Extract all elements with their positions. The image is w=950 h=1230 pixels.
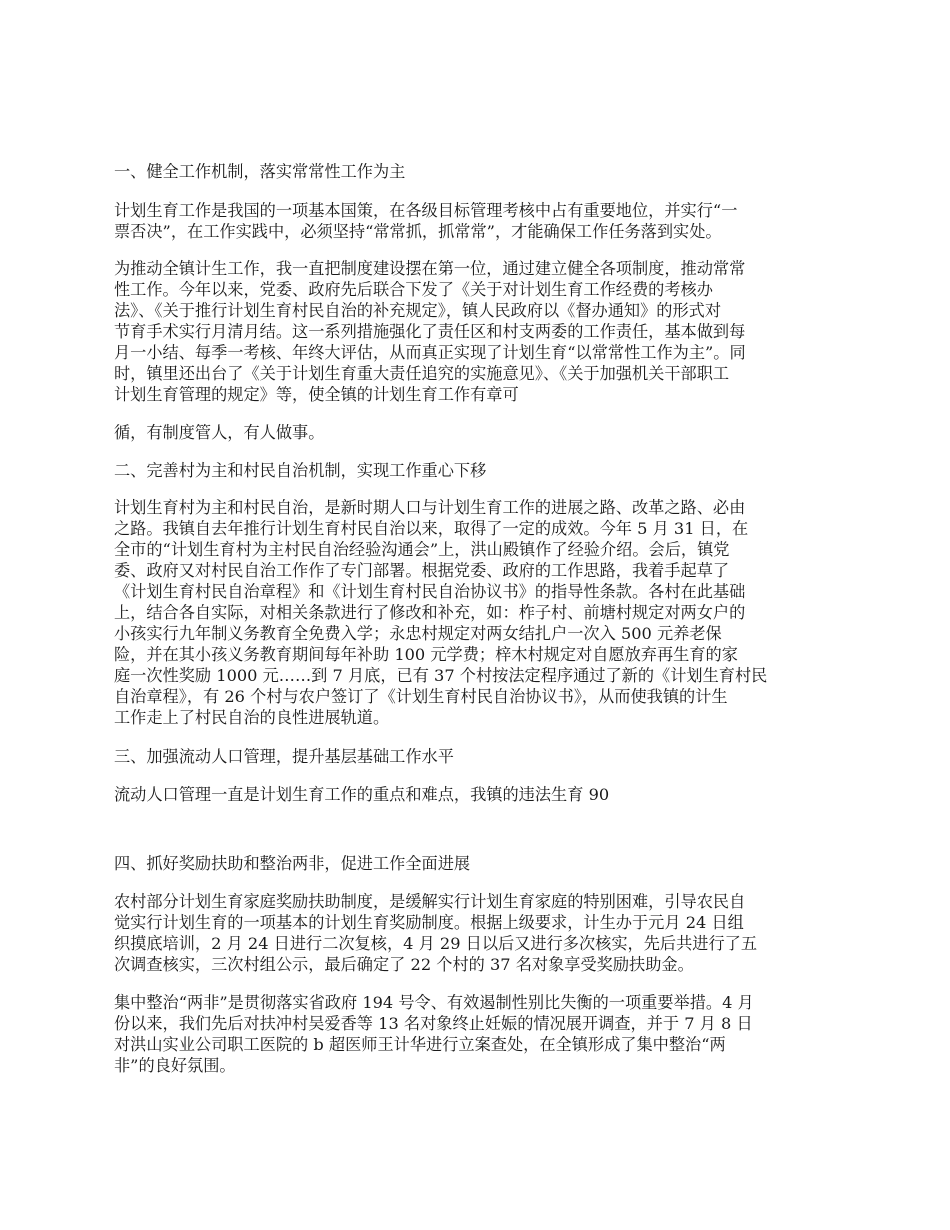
- section-heading-2: 二、完善村为主和村民自治机制，实现工作重心下移: [114, 461, 487, 480]
- paragraph-line: 节育手术实行月清月结。这一系列措施强化了责任区和村支两委的工作责任，基本做到每: [114, 322, 746, 341]
- paragraph-line: 时，镇里还出台了《关于计划生育重大责任追究的实施意见》、《关于加强机关干部职工: [114, 364, 730, 383]
- paragraph-line: 工作走上了村民自治的良性进展轨道。: [114, 708, 390, 727]
- paragraph-line: 《计划生育村民自治章程》和《计划生育村民自治协议书》的指导性条款。各村在此基础: [114, 582, 746, 601]
- paragraph-line: 自治章程》，有 26 个村与农户签订了《计划生育村民自治协议书》，从而使我镇的计生: [114, 687, 728, 706]
- paragraph-line: 险，并在其小孩义务教育期间每年补助 100 元学费；梓木村规定对自愿放弃再生育的家: [114, 645, 738, 664]
- paragraph-line: 对洪山实业公司职工医院的 b 超医师王计华进行立案查处，在全镇形成了集中整治“两: [114, 1035, 726, 1054]
- paragraph-line: 为推动全镇计生工作，我一直把制度建设摆在第一位，通过建立健全各项制度，推动常常: [114, 259, 746, 278]
- paragraph-line: 农村部分计划生育家庭奖励扶助制度，是缓解实行计划生育家庭的特别困难，引导农民自: [114, 892, 746, 911]
- paragraph-line: 之路。我镇自去年推行计划生育村民自治以来，取得了一定的成效。今年 5 月 31 日，在: [114, 519, 749, 538]
- section-heading-4: 四、抓好奖励扶助和整治两非，促进工作全面进展: [114, 854, 471, 873]
- paragraph-line: 全市的“计划生育村为主村民自治经验沟通会”上，洪山殿镇作了经验介绍。会后，镇党: [114, 540, 730, 559]
- paragraph-line: 委、政府又对村民自治工作作了专门部署。根据党委、政府的工作思路，我着手起草了: [114, 561, 730, 580]
- paragraph-line: 月一小结、每季一考核、年终大评估，从而真正实现了计划生育“以常常性工作为主”。同: [114, 343, 746, 362]
- paragraph-line: 织摸底培训，2 月 24 日进行二次复核，4 月 29 日以后又进行多次核实，先后共进行了五: [114, 934, 758, 953]
- paragraph-line: 票否决”，在工作实践中，必须坚持“常常抓，抓常常”，才能确保工作任务落到实处。: [114, 222, 722, 241]
- paragraph-line: 计划生育工作是我国的一项基本国策，在各级目标管理考核中占有重要地位，并实行“一: [114, 201, 738, 220]
- paragraph-line: 次调查核实，三次村组公示，最后确定了 22 个村的 37 名对象享受奖励扶助金。: [114, 955, 694, 974]
- paragraph-line: 份以来，我们先后对扶冲村吴爱香等 13 名对象终止妊娠的情况展开调查，并于 7 月 8 日: [114, 1014, 753, 1033]
- paragraph-line: 非”的良好氛围。: [114, 1056, 236, 1075]
- paragraph-line: 计划生育管理的规定》等，使全镇的计划生育工作有章可: [114, 385, 519, 404]
- paragraph-line: 集中整治“两非”是贯彻落实省政府 194 号令、有效遏制性别比失衡的一项重要举措。4 月: [114, 993, 754, 1012]
- paragraph-line: 上，结合各自实际，对相关条款进行了修改和补充，如：柞子村、前塘村规定对两女户的: [114, 603, 746, 622]
- section-heading-3: 三、加强流动人口管理，提升基层基础工作水平: [114, 747, 454, 766]
- section-heading-1: 一、健全工作机制，落实常常性工作为主: [114, 162, 406, 181]
- paragraph-line: 小孩实行九年制义务教育全免费入学；永忠村规定对两女结扎户一次入 500 元养老保: [114, 624, 722, 643]
- paragraph-5: 流动人口管理一直是计划生育工作的重点和难点，我镇的违法生育 90: [114, 785, 610, 804]
- paragraph-line: 计划生育村为主和村民自治，是新时期人口与计划生育工作的进展之路、改革之路、必由: [114, 498, 746, 517]
- paragraph-line: 法》、《关于推行计划生育村民自治的补充规定》，镇人民政府以《督办通知》的形式对: [114, 301, 722, 320]
- paragraph-line: 性工作。今年以来，党委、政府先后联合下发了《关于对计划生育工作经费的考核办: [114, 280, 713, 299]
- paragraph-3: 循，有制度管人，有人做事。: [114, 423, 325, 442]
- paragraph-line: 庭一次性奖励 1000 元……到 7 月底，已有 37 个村按法定程序通过了新的《计划生育村民: [114, 666, 768, 685]
- paragraph-line: 觉实行计划生育的一项基本的计划生育奖励制度。根据上级要求，计生办于元月 24 日组: [114, 913, 744, 932]
